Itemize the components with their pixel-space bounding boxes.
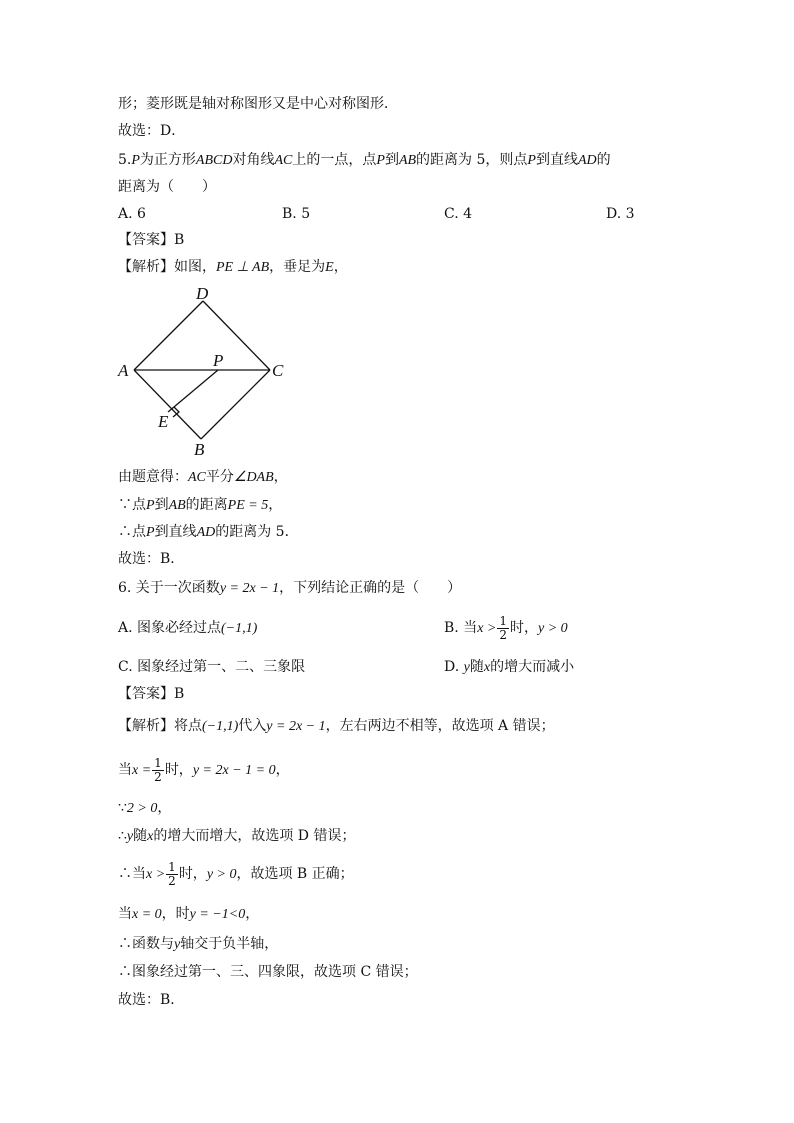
q6-conclusion: 故选：B． (118, 992, 185, 1008)
q6-analysis-line: ∴当x > $\frac{1}{2}$ 时，y > 0，故选项 B 正确； (118, 859, 354, 888)
edge-ad (134, 301, 203, 370)
label-p: P (213, 351, 224, 370)
question-5-stem: 5.P为正方形ABCD对角线AC上的一点，点P到AB的距离为 5，则点P到直线AD的 (118, 152, 611, 168)
segment-pe (168, 370, 218, 412)
q6-analysis-line: ∴y随x的增大而增大，故选项 D 错误； (118, 828, 356, 844)
q5-analysis-intro: 【解析】如图，PE ⊥ AB，垂足为E， (118, 259, 348, 275)
label-a: A (118, 361, 129, 380)
q5-analysis-line: ∵点P到AB的距离PE = 5， (118, 497, 283, 513)
q6-answer: 【答案】B (118, 686, 185, 702)
label-c: C (272, 361, 284, 380)
q5-analysis-line: 由题意得：AC平分∠DAB， (118, 469, 288, 485)
q5-answer: 【答案】B (118, 232, 185, 248)
label-d: D (196, 284, 209, 303)
q6-analysis-line: ∴图象经过第一、三、四象限，故选项 C 错误； (118, 964, 418, 980)
q6-analysis-line: 当x = 0，时y = −1<0， (118, 906, 260, 922)
q5-option-b: B. 5 (282, 206, 311, 222)
q6-analysis-line: 【解析】将点(−1,1)代入y = 2x − 1，左右两边不相等，故选项 A 错误； (118, 718, 555, 734)
q5-analysis-line: ∴点P到直线AD的距离为 5． (118, 524, 299, 540)
question-6-stem: 6. 关于一次函数y = 2x − 1，下列结论正确的是（ ） (118, 580, 462, 596)
q5-option-c: C. 4 (444, 206, 473, 222)
text-line: 形；菱形既是轴对称图形又是中心对称图形． (118, 96, 398, 112)
q6-option-b: B. 当x > $\frac{1}{2}$ 时，y > 0 (444, 613, 568, 642)
text-line: 故选：D． (118, 123, 186, 139)
edge-cb (201, 370, 270, 439)
q6-option-c: C. 图象经过第一、二、三象限 (118, 659, 306, 675)
fraction: $\frac{1}{2}$ (499, 613, 508, 642)
q6-analysis-line: ∴函数与y轴交于负半轴， (118, 936, 279, 952)
q5-option-d: D. 3 (606, 206, 635, 222)
fraction: $\frac{1}{2}$ (154, 755, 162, 784)
label-b: B (194, 440, 205, 459)
q5-option-a: A. 6 (118, 206, 146, 222)
q6-option-a: A. 图象必经过点(−1,1) (118, 620, 258, 636)
q6-option-d: D. y随x的增大而减小 (444, 659, 575, 675)
q6-analysis-line: ∵2 > 0， (118, 800, 172, 816)
square-diagram (110, 280, 300, 460)
fraction: $\frac{1}{2}$ (168, 859, 176, 888)
label-e: E (158, 412, 169, 431)
q5-conclusion: 故选：B． (118, 551, 185, 567)
q6-analysis-line: 当x = $\frac{1}{2}$ 时，y = 2x − 1 = 0， (118, 755, 290, 784)
question-5-stem-line2: 距离为（ ） (118, 179, 216, 195)
